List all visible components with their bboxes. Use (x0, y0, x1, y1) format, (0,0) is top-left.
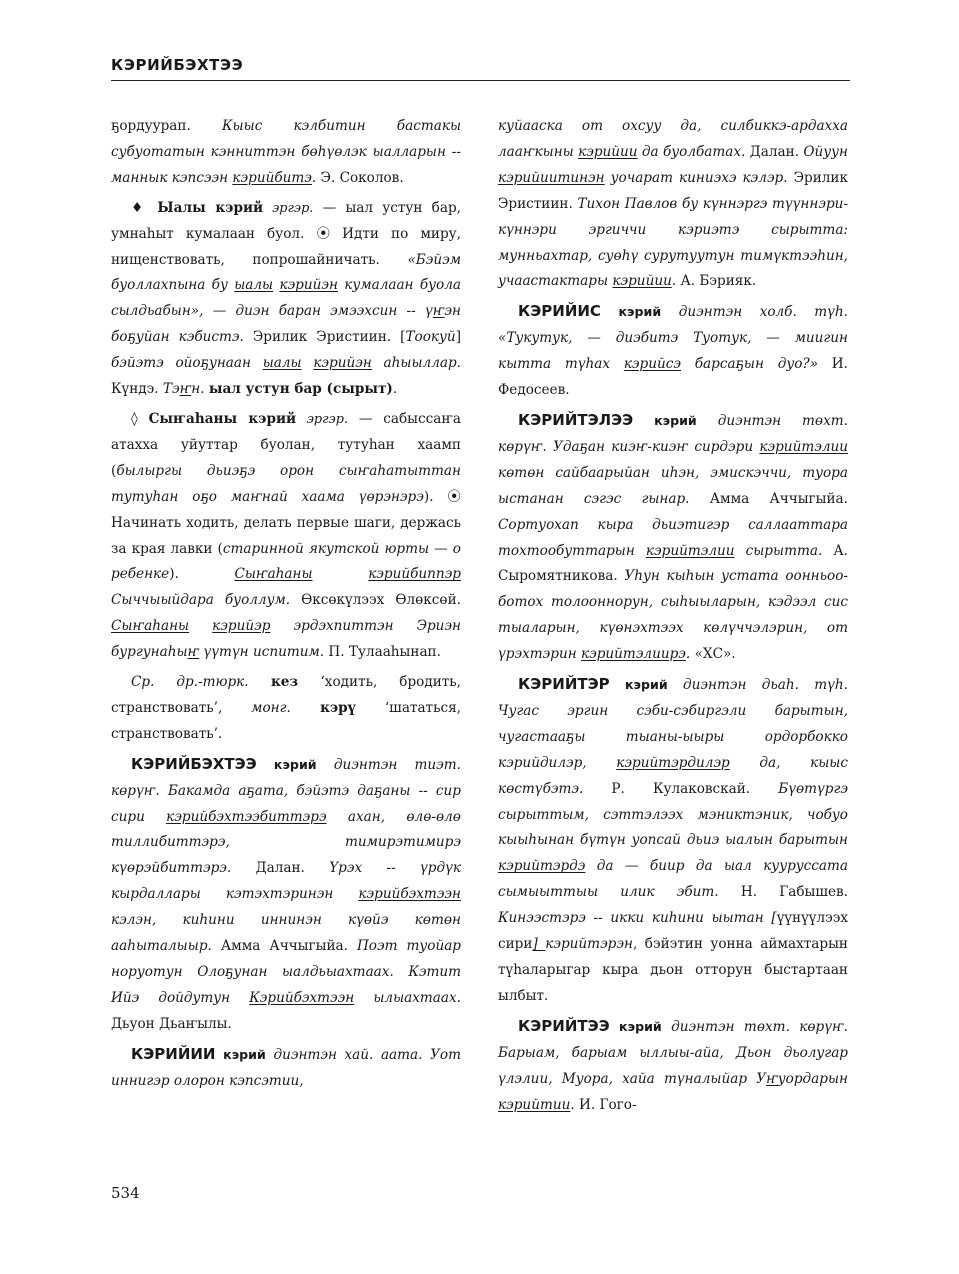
diamond-outline-icon: ◊ (131, 410, 149, 427)
headword: КЭРИЙИИ (131, 1044, 216, 1063)
etymology-paragraph: Ср. др.-тюрк. кез ‘ходить, бродить, странствовать’, монг. кэрү ‘шататься, странствовать’. (111, 674, 461, 742)
entry-kerijter: КЭРИЙТЭР кэрий диэнтэн дьаһ. түһ. Чугас эргин сэби-сэбиргэли барытын, чугастааҕы тыаны-ыыры ордорбокко кэрийдилэр, кэрийтэрдилэр да, кыыс көстүбэтэ. Р. Кулаковскай. Бүөтүргэ сырыттым, сэттэлээх мэниктэник, чобуо кыыһынан бүтүн уопсай дьиэ ыалын барытын кэрийтэрдэ да — биир да ыал кууруссата сымыыттыы илик эбит. Н. Габышев. Кинээстэрэ -- икки киһини ыытан [үүнүүлээх сири] кэрийтэрэн, бэйэтин уонна аймахтарын түһаларыгар кыра дьон отторун быстартаан ылбыт. (498, 675, 848, 1004)
headword: КЭРИЙТЭЭ (518, 1016, 610, 1035)
headword: КЭРИЙТЭР (518, 675, 610, 694)
phrase-headword: Ыалы кэрий (157, 199, 264, 216)
entry-kerijtee: КЭРИЙТЭЭ кэрий диэнтэн төхт. көрүҥ. Барыам, барыам ыллыы-айа, Дьон дьолугар үлэлии, Муора, хайа түналыйар Уҥуордарын кэрийтии. И. Гого- (498, 1016, 848, 1113)
entry-kerijii: КЭРИЙИИ кэрий диэнтэн хай. аата. Уот иннигэр олорон кэпсэтии, (111, 1044, 461, 1089)
page-number: 534 (111, 1184, 140, 1202)
dictionary-paragraph: ♦ Ыалы кэрий эргэр. — ыал устун бар, умнаһыт кумалаан буол. ⦿ Идти по миру, нищенствовать, попрошайничать. «Бэйэм буоллахпына бу ыалы кэрийэн кумалаан буола сылдьабын», — диэн баран эмээхсин -- үҥэн боҕуйан кэбистэ. Эрилик Эристиин. [Тоокуй] бэйэтэ ойоҕунаан ыалы кэрийэн аһыыллар. Күндэ. Тэҥн. ыал устун бар (сырыт). (111, 199, 461, 398)
headword: КЭРИЙБЭХТЭЭ (131, 754, 257, 773)
dictionary-paragraph: куйааска от охсуу да, силбиккэ-ардахха лааҥкыны кэрийии да буолбатах. Далан. Ойуун кэрийиитинэн уочарат киниэхэ кэлэр. Эрилик Эристиин. Тихон Павлов бу күннэргэ түүннэри-күннэри эргиччи кэриэтэ сырытта: мунньахтар, суөһү сурутуутун тимүктээһин, учаастактары кэрийии. А. Бэрияк. (498, 118, 849, 290)
diamond-filled-icon: ♦ (131, 199, 158, 216)
phrase-headword: Сыҥаһаны кэрий (148, 410, 297, 427)
dictionary-paragraph: ◊ Сыҥаһаны кэрий эргэр. — сабыссаҥа атахха уйуттар буолан, тутуһан хаамп (былыргы дьиэҕэ орон сыҥаһатыттан тутуһан оҕо маҥнай хаама үөрэнэрэ). ⦿ Начинать ходить, делать первые шаги, держась за края лавки (старинной якутской юрты — о ребенке). Сыҥаһаны кэрийбиппэр Сыччыыйдара буоллум. Өксөкүлээх Өлөксөй. Сыҥаһаны кэрийэр эрдэхпиттэн Эриэн бургунаһыҥ үүтүн испитим. П. Тулааһынап. (111, 410, 462, 661)
headword: КЭРИЙТЭЛЭЭ (518, 410, 634, 429)
entry-kerijis: КЭРИЙИС кэрий диэнтэн холб. түһ. «Тукутук, — диэбитэ Туотук, — миигин кытта түһах кэрийсэ барсаҕын дуо?» И. Федосеев. (498, 302, 848, 399)
left-column (111, 114, 461, 1095)
dictionary-paragraph: ҕордуурап. Кыыс кэлбитин бастакы субуотатын кэнниттэн бөһүөлэк ыалларын -- маннык кэпсээн кэрийбитэ. Э. Соколов. (111, 118, 462, 186)
running-header (111, 56, 850, 74)
headword: КЭРИЙИС (518, 302, 601, 321)
entry-kerijtelee: КЭРИЙТЭЛЭЭ кэрий диэнтэн төхт. көрүҥ. Удаҕан киэҥ-киэҥ сирдэри кэрийтэлии көтөн сайбаарыйан иһэн, эмискэччи, туора ыстанан сэгэс гынар. Амма Аччыгыйа. Сортуохап кыра дьиэтигэр саллааттара тохтообуттарын кэрийтэлии сырытта. А. Сыромятникова. Уһун кыһын устата оонньооботох толооннорун, сыһыыларын, кэдээл сис тыаларын, күөнэхтээх көлүччэлэрин, от үрэхтэрин кэрийтэлиирэ. «ХС». (498, 410, 849, 663)
entry-kerijbekhtee: КЭРИЙБЭХТЭЭ кэрий диэнтэн тиэт. көрүҥ. Бакамда аҕата, бэйэтэ даҕаны -- сир сири кэрийбэхтээбиттэрэ ахан, өлө-өлө тиллибиттэрэ, тимирэтимирэ күөрэйбиттэрэ. Далан. Үрэх -- үрдүк кырдаллары кэтэхтэринэн кэрийбэхтээн кэлэн, киһини иннинэн күөйэ көтөн ааһыталыыр. Амма Аччыгыйа. Поэт туойар норуотун Олоҕунан ыалдьыахтаах. Кэтит Ийэ дойдутун Кэрийбэхтээн ылыахтаах. Дьуон Дьаҥылы. (111, 754, 462, 1032)
header-rule (111, 80, 850, 81)
running-head-title: КЭРИЙБЭХТЭЭ (111, 56, 244, 74)
right-column (498, 114, 848, 1118)
